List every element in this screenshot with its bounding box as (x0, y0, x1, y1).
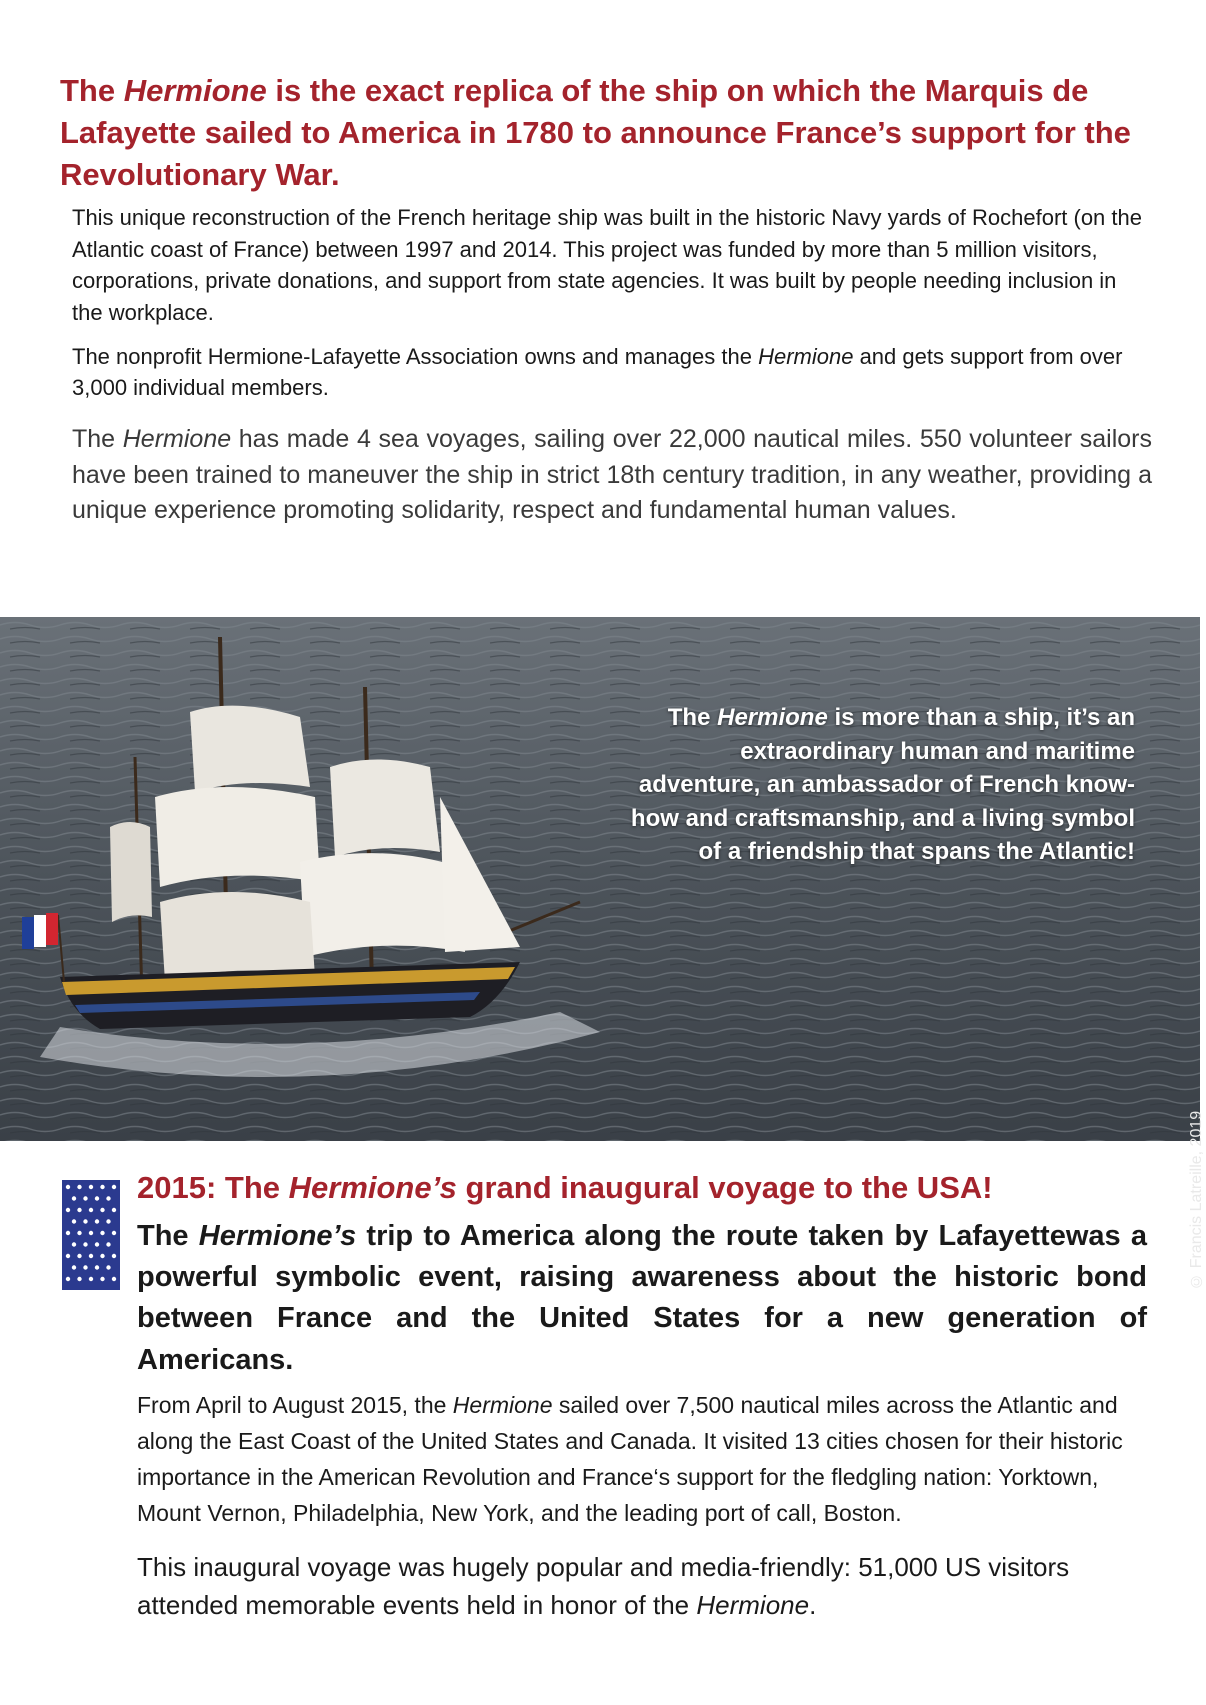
intro-section (72, 202, 1152, 541)
flag-star (83, 1196, 87, 1200)
flag-star (89, 1208, 93, 1212)
flag-star (95, 1265, 99, 1269)
us-flag-bar (62, 1180, 120, 1635)
voyage-paragraph-visitors: This inaugural voyage was hugely popular and media-friendly: 51,000 US visitors attended memorable events held in honor of the Hermione. (137, 1552, 1070, 1620)
flag-star (106, 1196, 110, 1200)
flag-star (89, 1185, 93, 1189)
flag-band-blue (22, 917, 34, 949)
ship-name: Hermione (123, 73, 267, 108)
flag-star (100, 1185, 104, 1189)
voyage-title: 2015: The Hermione’s grand inaugural voyage to the USA! (137, 1170, 993, 1205)
flag-star (95, 1242, 99, 1246)
intro-paragraph-voyages: The Hermione has made 4 sea voyages, sailing over 22,000 nautical miles. 550 volunteer sailors have been trained to maneuver the ship in strict 18th century tradition, in any weather, providing a unique experience promoting solidarity, respect and fundamental human values. (72, 425, 1153, 525)
flag-star (89, 1254, 93, 1258)
flag-star (100, 1231, 104, 1235)
photo-credit: © Francis Latreille, 2019 (1188, 1111, 1205, 1290)
voyage-section (137, 1170, 1147, 1639)
flag-star (106, 1242, 110, 1246)
flag-star (83, 1265, 87, 1269)
flag-star (66, 1208, 70, 1212)
flag-star (106, 1219, 110, 1223)
flag-star (66, 1231, 70, 1235)
sail (110, 822, 152, 922)
flag-star (72, 1265, 76, 1269)
intro-paragraph-construction: This unique reconstruction of the French heritage ship was built in the historic Navy yards of Rochefort (on the Atlantic coast of France) between 1997 and 2014. This project was funded by more than 5 million visitors, corporations, private donations, and support from state agencies. It was built by people needing inclusion in the workplace. (72, 205, 1142, 326)
flag-band-white (34, 915, 46, 947)
flag-star (66, 1277, 70, 1281)
flag-star (83, 1242, 87, 1246)
flag-star (89, 1231, 93, 1235)
flag-star (95, 1196, 99, 1200)
voyage-lead: The Hermione’s trip to America along the route taken by Lafayettewas a powerful symbolic event, raising awareness about the historic bond between France and the United States for a new generation of Americans. (137, 1220, 1147, 1376)
flag-star (106, 1265, 110, 1269)
sail (155, 787, 320, 887)
photo-quote: The Hermione is more than a ship, it’s an extraordinary human and maritime adventure, an ambassador of French know-how and craftsmanship, and a living symbol of a friendship that spans the Atlantic! (630, 704, 1135, 866)
flag-star (77, 1277, 81, 1281)
flag-star (100, 1208, 104, 1212)
flag-star (77, 1185, 81, 1189)
flag-star (83, 1219, 87, 1223)
flag-star (89, 1277, 93, 1281)
flag-star (112, 1185, 116, 1189)
flag-star (112, 1208, 116, 1212)
flag-band-red (46, 913, 58, 945)
intro-paragraph-association: The nonprofit Hermione-Lafayette Association owns and manages the Hermione and gets support from over 3,000 individual members. (72, 343, 1123, 401)
flag-star (77, 1208, 81, 1212)
voyage-paragraph-route: From April to August 2015, the Hermione sailed over 7,500 nautical miles across the Atlantic and along the East Coast of the United States and Canada. It visited 13 cities chosen for their historic importance in the American Revolution and France‘s support for the fledgling nation: Yorktown, Mount Vernon, Philadelphia, New York, and the leading port of call, Boston. (137, 1391, 1123, 1527)
flag-star (95, 1219, 99, 1223)
flag-star (72, 1242, 76, 1246)
flag-star (72, 1196, 76, 1200)
sail (330, 760, 440, 858)
sail (300, 853, 465, 957)
ship-illustration (0, 617, 1200, 1141)
sail (190, 706, 310, 792)
flag-star (72, 1219, 76, 1223)
flag-star (100, 1254, 104, 1258)
flag-star (66, 1254, 70, 1258)
flag-star (112, 1277, 116, 1281)
flag-star (77, 1254, 81, 1258)
flag-star (100, 1277, 104, 1281)
flag-star (66, 1185, 70, 1189)
flag-star (112, 1254, 116, 1258)
flag-star (77, 1231, 81, 1235)
flag-star (112, 1231, 116, 1235)
page-headline: The Hermione is the exact replica of the ship on which the Marquis de Lafayette sailed to America in 1780 to announce France’s support for the Revolutionary War. (60, 73, 1131, 192)
sail (160, 892, 315, 982)
